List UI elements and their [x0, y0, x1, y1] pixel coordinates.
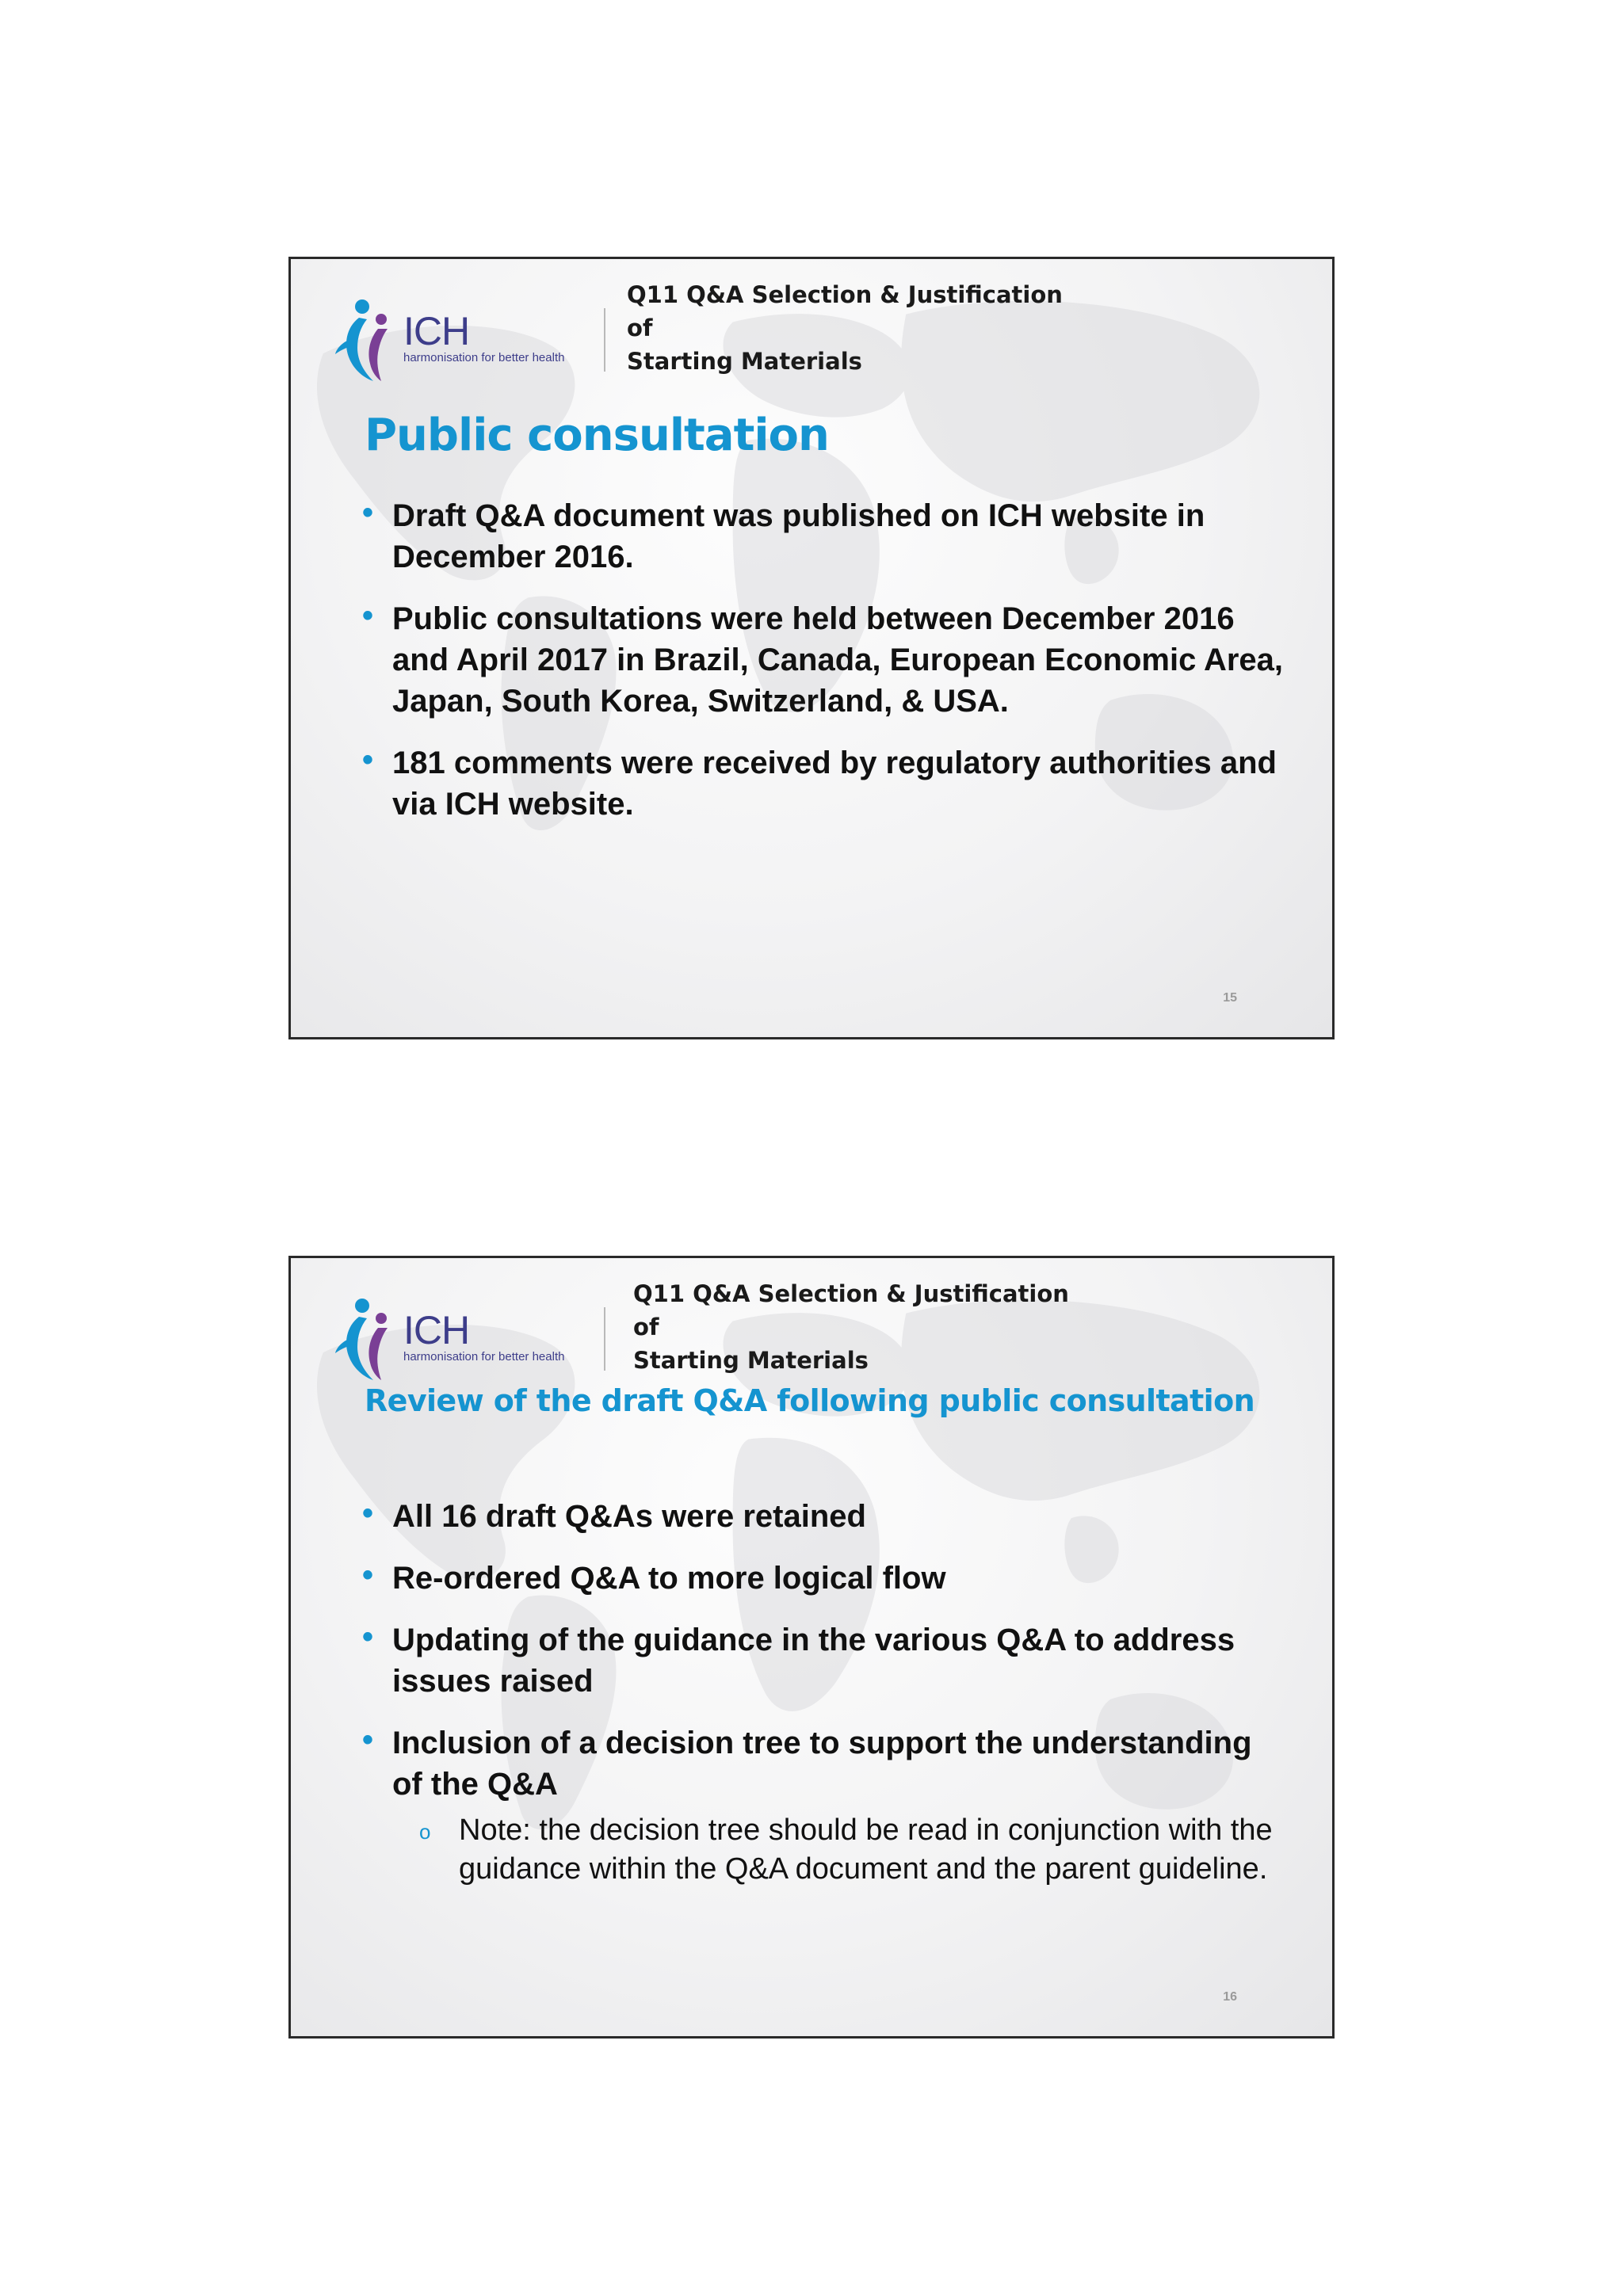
ich-figure-icon	[332, 296, 403, 383]
header-divider	[604, 1307, 605, 1371]
sub-bullet-list	[419, 1811, 1289, 1889]
logo-text: ICH	[403, 1308, 470, 1352]
slide-15	[288, 257, 1335, 1039]
header-title-line1: Q11 Q&A Selection & Justification of	[633, 1280, 1069, 1341]
bullet-text: Inclusion of a decision tree to support the understanding of the Q&A	[392, 1726, 1252, 1802]
bullet-item	[362, 1496, 1289, 1537]
circle-o-icon: o	[419, 1820, 431, 1844]
slide-16	[288, 1256, 1335, 2039]
bullet-item	[362, 1558, 1289, 1599]
page-number: 16	[1223, 1990, 1237, 2004]
bullet-item	[362, 598, 1289, 722]
bullet-dot-icon: •	[362, 742, 374, 777]
slide-title: Review of the draft Q&A following public consultation	[365, 1383, 1255, 1418]
bullet-item	[362, 1722, 1289, 1889]
slide-title: Public consultation	[365, 410, 829, 461]
bullet-dot-icon: •	[362, 1558, 374, 1592]
header-title-line2: Starting Materials	[627, 348, 862, 375]
bullet-item	[362, 495, 1289, 578]
bullet-text: Public consultations were held between December 2016 and April 2017 in Brazil, Canada, European Economic Area, Japan, South Korea, Switzerland, & USA.	[392, 601, 1284, 719]
header-title	[633, 1277, 1077, 1377]
bullet-text: Draft Q&A document was published on ICH website in December 2016.	[392, 498, 1205, 574]
bullet-list	[362, 1496, 1289, 1909]
ich-logo	[332, 296, 578, 383]
logo-tagline: harmonisation for better health	[403, 1350, 565, 1363]
ich-figure-icon	[332, 1295, 403, 1382]
bullet-dot-icon: •	[362, 1722, 374, 1757]
bullet-text: 181 comments were received by regulatory authorities and via ICH website.	[392, 746, 1277, 822]
bullet-dot-icon: •	[362, 598, 374, 633]
header-divider	[604, 308, 605, 372]
bullet-dot-icon: •	[362, 495, 374, 530]
ich-logo	[332, 1295, 578, 1382]
sub-bullet-text: Note: the decision tree should be read in conjunction with the guidance within the Q&A document and the parent guideline.	[459, 1814, 1273, 1886]
bullet-dot-icon: •	[362, 1496, 374, 1531]
header-title-line1: Q11 Q&A Selection & Justification of	[627, 281, 1063, 341]
bullet-text: Updating of the guidance in the various Q&A to address issues raised	[392, 1623, 1235, 1699]
bullet-text: Re-ordered Q&A to more logical flow	[392, 1561, 946, 1596]
header-title-line2: Starting Materials	[633, 1347, 869, 1374]
header-title	[627, 278, 1071, 378]
bullet-list	[362, 495, 1289, 845]
bullet-text: All 16 draft Q&As were retained	[392, 1499, 866, 1534]
logo-tagline: harmonisation for better health	[403, 351, 565, 364]
page-number: 15	[1223, 991, 1237, 1005]
bullet-item	[362, 1619, 1289, 1702]
bullet-dot-icon: •	[362, 1619, 374, 1654]
sub-bullet-item	[419, 1811, 1289, 1889]
bullet-item	[362, 742, 1289, 825]
logo-text: ICH	[403, 309, 470, 353]
